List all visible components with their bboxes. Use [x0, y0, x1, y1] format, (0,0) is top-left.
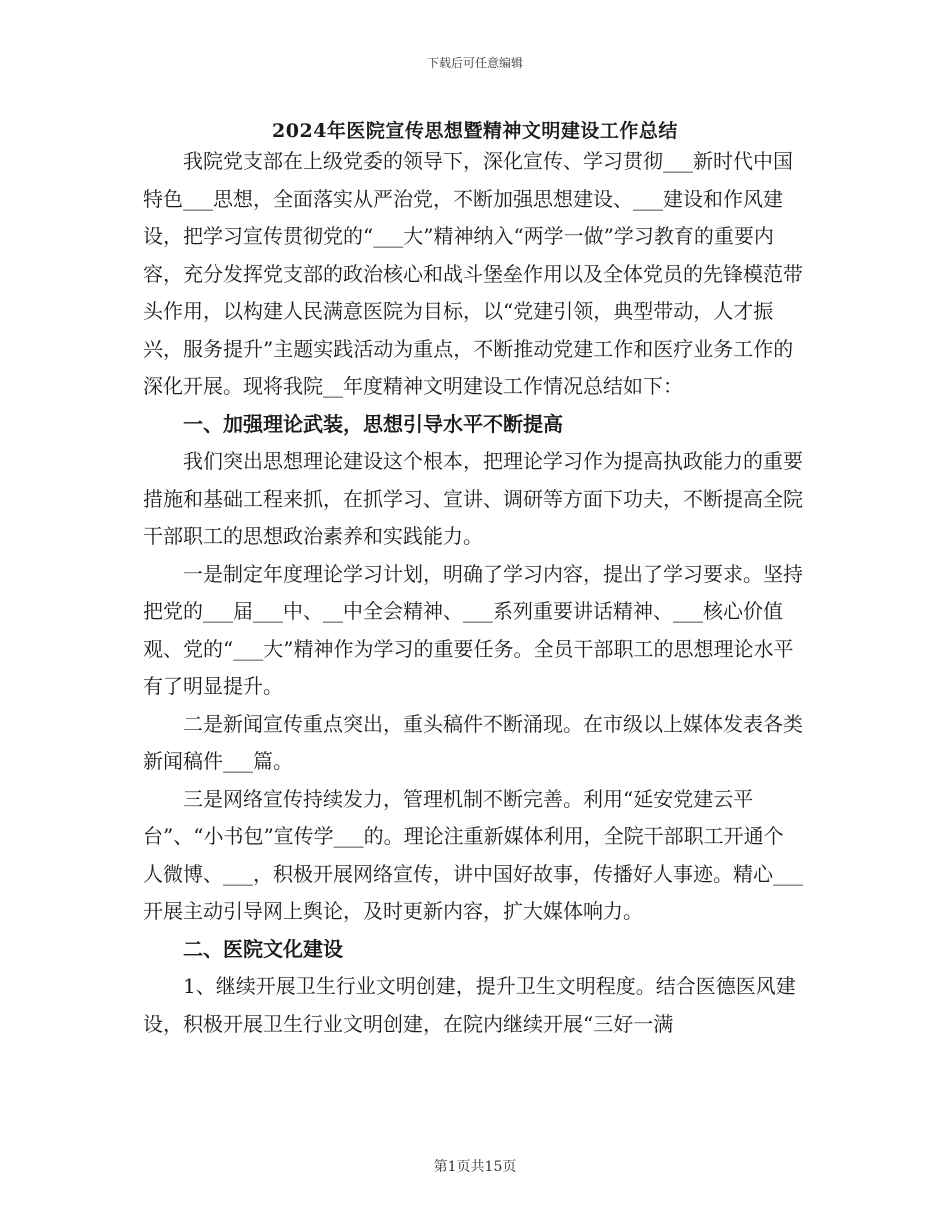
page-footer: 第1页共15页 — [433, 1159, 517, 1175]
body-paragraph: 二是新闻宣传重点突出，重头稿件不断涌现。在市级以上媒体发表各类新闻稿件___篇。 — [143, 711, 803, 773]
body-paragraph: 一是制定年度理论学习计划，明确了学习内容，提出了学习要求。坚持把党的___届___中、__中全会精神、___系列重要讲话精神、___核心价值观、党的“___大”精神作为学习的重要任务。全员干部职工的思想理论水平有了明显提升。 — [143, 561, 803, 698]
body-paragraph: 1、继续开展卫生行业文明创建，提升卫生文明程度。结合医德医风建设，积极开展卫生行业文明创建，在院内继续开展“三好一满 — [143, 974, 796, 1036]
body-paragraph: 我们突出思想理论建设这个根本，把理论学习作为提高执政能力的重要措施和基础工程来抓，在抓学习、宣讲、调研等方面下功夫，不断提高全院干部职工的思想政治素养和实践能力。 — [143, 449, 803, 548]
document-title: 2024年医院宣传思想暨精神文明建设工作总结 — [272, 120, 678, 142]
page-header: 下载后可任意编辑 — [426, 56, 523, 70]
section-heading-2: 二、医院文化建设 — [183, 936, 343, 961]
document-body — [143, 143, 803, 1043]
section-heading-1: 一、加强理论武装，思想引导水平不断提高 — [183, 411, 563, 436]
intro-paragraph: 我院党支部在上级党委的领导下，深化宣传、学习贯彻___新时代中国特色___思想，全面落实从严治党，不断加强思想建设、___建设和作风建设，把学习宣传贯彻党的“___大”精神纳入“两学一做”学习教育的重要内容，充分发挥党支部的政治核心和战斗堡垒作用以及全体党员的先锋模范带头作用，以构建人民满意医院为目标，以“党建引领，典型带动，人才振兴，服务提升”主题实践活动为重点，不断推动党建工作和医疗业务工作的深化开展。现将我院__年度精神文明建设工作情况总结如下： — [143, 149, 803, 398]
body-paragraph: 三是网络宣传持续发力，管理机制不断完善。利用“延安党建云平台”、“小书包”宣传学___的。理论注重新媒体利用，全院干部职工开通个人微博、___，积极开展网络宣传，讲中国好故事，传播好人事迹。精心___开展主动引导网上舆论，及时更新内容，扩大媒体响力。 — [143, 786, 803, 923]
